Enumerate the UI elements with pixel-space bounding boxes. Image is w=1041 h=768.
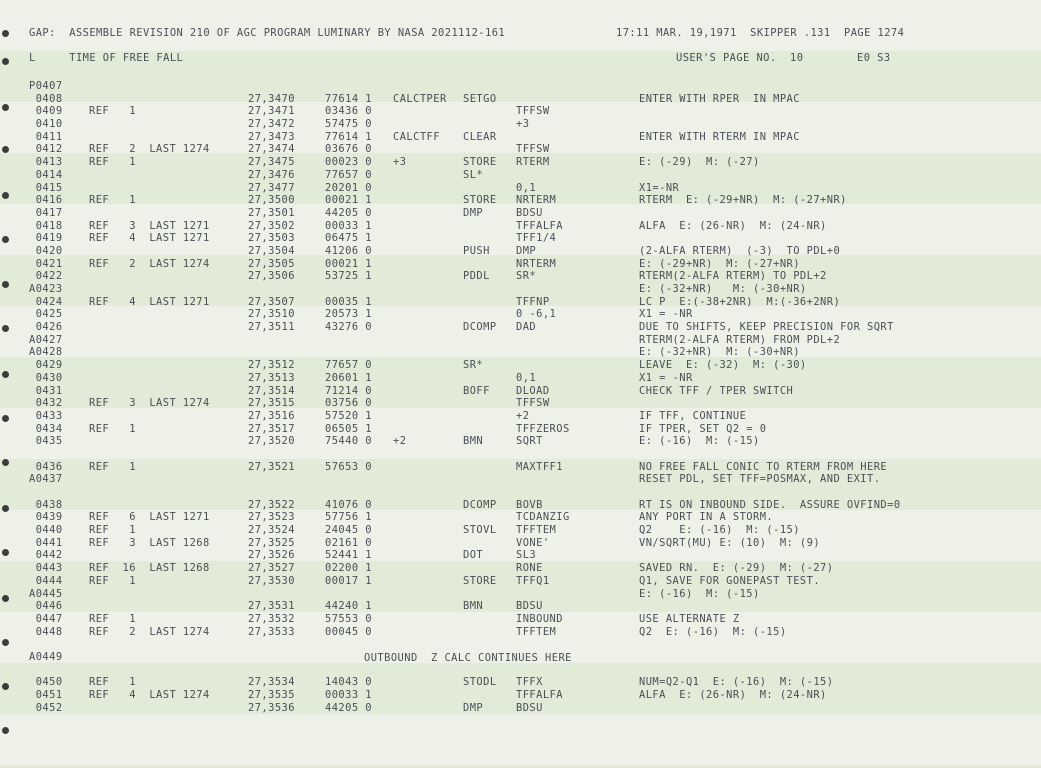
row-op: STORE bbox=[463, 194, 497, 207]
row-operand: RONE bbox=[516, 562, 543, 575]
row-addr: 27,3476 bbox=[248, 168, 295, 181]
row-ref: REF 16 LAST 1268 bbox=[89, 562, 210, 575]
row-comment: SAVED RN. E: (-29) M: (-27) bbox=[639, 562, 834, 575]
row-comment: X1 = -NR bbox=[639, 371, 693, 384]
row-operand: SQRT bbox=[516, 435, 543, 448]
row-comment: IF TPER, SET Q2 = 0 bbox=[639, 422, 767, 435]
row-operand: TFFQ1 bbox=[516, 574, 550, 587]
row-comment: RTERM(2-ALFA RTERM) TO PDL+2 bbox=[639, 270, 827, 283]
row-word: 20201 0 bbox=[325, 181, 372, 194]
row-word: 57653 0 bbox=[325, 460, 372, 473]
row-ref: REF 4 LAST 1271 bbox=[89, 232, 210, 245]
row-line: 0441 bbox=[29, 536, 63, 549]
row-line: 0447 bbox=[29, 612, 63, 625]
row-comment: E: (-32+NR) M: (-30+NR) bbox=[639, 283, 807, 295]
row-op: STOVL bbox=[463, 524, 497, 537]
row-line: 0440 bbox=[29, 524, 63, 537]
row-comment: NUM=Q2-Q1 E: (-16) M: (-15) bbox=[639, 676, 834, 689]
feed-hole-icon bbox=[2, 281, 9, 288]
row-op: DCOMP bbox=[463, 498, 497, 511]
row-comment: X1=-NR bbox=[639, 181, 680, 194]
row-ref: REF 1 bbox=[89, 422, 136, 435]
row-operand: INBOUND bbox=[516, 612, 563, 625]
row-operand: DLOAD bbox=[516, 384, 550, 397]
row-word: 57553 0 bbox=[325, 612, 372, 625]
row-operand: TFF1/4 bbox=[516, 232, 557, 245]
row-operand: TCDANZIG bbox=[516, 511, 570, 524]
row-operand: TFFNP bbox=[516, 295, 550, 308]
row-operand: 0 -6,1 bbox=[516, 308, 557, 321]
row-line: 0446 bbox=[29, 600, 63, 613]
row-word: 44205 0 bbox=[325, 701, 372, 714]
row-addr: 27,3522 bbox=[248, 498, 295, 511]
row-comment: RTERM(2-ALFA RTERM) FROM PDL+2 bbox=[639, 333, 841, 346]
row-line: 0436 bbox=[29, 460, 63, 473]
row-line: 0410 bbox=[29, 118, 63, 131]
row-operand: TFFSW bbox=[516, 397, 550, 410]
row-op: PDDL bbox=[463, 270, 490, 283]
row-word: 57475 0 bbox=[325, 118, 372, 131]
row-ref: REF 1 bbox=[89, 460, 136, 473]
row-op: DMP bbox=[463, 206, 484, 219]
row-ref: REF 1 bbox=[89, 156, 136, 169]
row-operand: RTERM bbox=[516, 156, 550, 169]
row-comment: RESET PDL, SET TFF=POSMAX, AND EXIT. bbox=[639, 473, 881, 486]
row-operand: BDSU bbox=[516, 600, 543, 613]
row-ref: REF 1 bbox=[89, 574, 136, 587]
row-comment: RTERM E: (-29+NR) M: (-27+NR) bbox=[639, 194, 847, 207]
listing-header-date: 17:11 MAR. 19,1971 SKIPPER .131 PAGE 1274 bbox=[616, 27, 905, 39]
row-line: 0411 bbox=[29, 130, 63, 143]
row-addr: 27,3530 bbox=[248, 574, 295, 587]
row-line: 0415 bbox=[29, 181, 63, 194]
feed-hole-icon bbox=[2, 371, 9, 378]
row-comment: ALFA E: (26-NR) M: (24-NR) bbox=[639, 219, 827, 232]
row-comment: E: (-29) M: (-27) bbox=[639, 156, 760, 169]
row-addr: 27,3515 bbox=[248, 397, 295, 410]
row-line: A0445 bbox=[29, 587, 63, 600]
row-line: 0451 bbox=[29, 689, 63, 701]
feed-hole-icon bbox=[2, 30, 9, 37]
row-operand: TFFSW bbox=[516, 105, 550, 118]
row-line: 0434 bbox=[29, 422, 63, 435]
row-label: CALCTFF bbox=[393, 130, 440, 143]
row-addr: 27,3536 bbox=[248, 701, 295, 714]
row-addr: 27,3512 bbox=[248, 359, 295, 372]
row-ref: REF 2 LAST 1274 bbox=[89, 143, 210, 156]
row-operand: MAXTFF1 bbox=[516, 460, 563, 473]
row-line: 0420 bbox=[29, 244, 63, 257]
row-addr: 27,3511 bbox=[248, 321, 295, 334]
row-line: 0431 bbox=[29, 384, 63, 397]
row-op: STORE bbox=[463, 156, 497, 169]
row-operand: 0,1 bbox=[516, 371, 537, 384]
row-line: A0437 bbox=[29, 473, 63, 486]
row-line: 0429 bbox=[29, 359, 63, 372]
row-addr: 27,3520 bbox=[248, 435, 295, 448]
row-ref: REF 3 LAST 1268 bbox=[89, 536, 210, 549]
user-page-number: USER'S PAGE NO. 10 E0 S3 bbox=[676, 52, 891, 64]
row-operand: NRTERM bbox=[516, 194, 557, 207]
row-op: BOFF bbox=[463, 384, 490, 397]
row-op: STODL bbox=[463, 676, 497, 689]
row-comment: ANY PORT IN A STORM. bbox=[639, 511, 774, 524]
row-word: 00033 1 bbox=[325, 219, 372, 232]
row-word: 57756 1 bbox=[325, 511, 372, 524]
row-line: 0452 bbox=[29, 701, 63, 714]
row-addr: 27,3531 bbox=[248, 600, 295, 613]
row-comment: E: (-32+NR) M: (-30+NR) bbox=[639, 346, 800, 359]
row-comment: Q1, SAVE FOR GONEPAST TEST. bbox=[639, 574, 821, 587]
row-addr: 27,3526 bbox=[248, 549, 295, 562]
row-word: 06505 1 bbox=[325, 422, 372, 435]
row-addr: 27,3502 bbox=[248, 219, 295, 232]
row-line: 0419 bbox=[29, 232, 63, 245]
feed-hole-icon bbox=[2, 683, 9, 690]
row-comment: Q2 E: (-16) M: (-15) bbox=[639, 625, 787, 638]
row-line: A0449 bbox=[29, 650, 63, 663]
row-addr: 27,3477 bbox=[248, 181, 295, 194]
row-operand: BDSU bbox=[516, 701, 543, 714]
feed-hole-icon bbox=[2, 325, 9, 332]
listing-header: GAP: ASSEMBLE REVISION 210 OF AGC PROGRAM LUMINARY BY NASA 2021112-161 bbox=[29, 27, 506, 39]
row-addr: 27,3516 bbox=[248, 409, 295, 422]
row-op: DMP bbox=[463, 701, 484, 714]
feed-hole-icon bbox=[2, 58, 9, 65]
row-comment: X1 = -NR bbox=[639, 308, 693, 321]
row-operand: TFFX bbox=[516, 676, 543, 689]
feed-hole-icon bbox=[2, 595, 9, 602]
row-addr: 27,3533 bbox=[248, 625, 295, 638]
row-comment: RT IS ON INBOUND SIDE. ASSURE OVFIND=0 bbox=[639, 498, 901, 511]
row-word: 20601 1 bbox=[325, 371, 372, 384]
row-operand: +3 bbox=[516, 118, 530, 131]
row-word: 44240 1 bbox=[325, 600, 372, 613]
row-line: 0426 bbox=[29, 321, 63, 334]
row-addr: 27,3524 bbox=[248, 524, 295, 537]
row-line: 0430 bbox=[29, 371, 63, 384]
row-operand: +2 bbox=[516, 409, 530, 422]
row-ref: REF 3 LAST 1271 bbox=[89, 219, 210, 232]
row-word: 43276 0 bbox=[325, 321, 372, 334]
row-word: 77657 0 bbox=[325, 168, 372, 181]
row-word: 06475 1 bbox=[325, 232, 372, 245]
row-comment: E: (-16) M: (-15) bbox=[639, 435, 760, 448]
row-word: 00021 1 bbox=[325, 194, 372, 207]
row-word: 53725 1 bbox=[325, 270, 372, 283]
row-line: 0435 bbox=[29, 435, 63, 448]
row-word: 57520 1 bbox=[325, 409, 372, 422]
row-comment: DUE TO SHIFTS, KEEP PRECISION FOR SQRT bbox=[639, 321, 894, 334]
row-word: 52441 1 bbox=[325, 549, 372, 562]
row-line: 0417 bbox=[29, 206, 63, 219]
row-operand: TFFALFA bbox=[516, 689, 563, 701]
row-line: 0448 bbox=[29, 625, 63, 638]
row-operand: NRTERM bbox=[516, 257, 557, 270]
feed-hole-icon bbox=[2, 236, 9, 243]
row-operand: BOVB bbox=[516, 498, 543, 511]
row-comment: ALFA E: (26-NR) M: (24-NR) bbox=[639, 689, 827, 701]
row-ref: REF 3 LAST 1274 bbox=[89, 397, 210, 410]
row-ref: REF 1 bbox=[89, 524, 136, 537]
row-line: 0443 bbox=[29, 562, 63, 575]
feed-hole-icon bbox=[2, 459, 9, 466]
row-operand: SR* bbox=[516, 270, 537, 283]
row-word: 14043 0 bbox=[325, 676, 372, 689]
row-ref: REF 4 LAST 1274 bbox=[89, 689, 210, 701]
row-addr: 27,3513 bbox=[248, 371, 295, 384]
row-addr: 27,3521 bbox=[248, 460, 295, 473]
row-line: 0412 bbox=[29, 143, 63, 156]
row-word: 00023 0 bbox=[325, 156, 372, 169]
row-addr: 27,3532 bbox=[248, 612, 295, 625]
row-comment: LC P E:(-38+2NR) M:(-36+2NR) bbox=[639, 295, 841, 308]
row-word: 75440 0 bbox=[325, 435, 372, 448]
row-addr: 27,3517 bbox=[248, 422, 295, 435]
row-addr: 27,3475 bbox=[248, 156, 295, 169]
row-word: 41076 0 bbox=[325, 498, 372, 511]
row-addr: 27,3500 bbox=[248, 194, 295, 207]
row-word: 03436 0 bbox=[325, 105, 372, 118]
row-line: 0432 bbox=[29, 397, 63, 410]
row-line: 0413 bbox=[29, 156, 63, 169]
row-word: 03676 0 bbox=[325, 143, 372, 156]
row-word: 24045 0 bbox=[325, 524, 372, 537]
row-word: 03756 0 bbox=[325, 397, 372, 410]
row-addr: 27,3504 bbox=[248, 244, 295, 257]
row-addr: 27,3505 bbox=[248, 257, 295, 270]
row-operand: TFFALFA bbox=[516, 219, 563, 232]
row-comment: USE ALTERNATE Z bbox=[639, 612, 740, 625]
row-ref: REF 2 LAST 1274 bbox=[89, 625, 210, 638]
row-word: 41206 0 bbox=[325, 244, 372, 257]
row-line: A0427 bbox=[29, 333, 63, 346]
row-line: 0450 bbox=[29, 676, 63, 689]
row-addr: 27,3525 bbox=[248, 536, 295, 549]
row-operand: TFFTEM bbox=[516, 524, 557, 537]
feed-hole-icon bbox=[2, 727, 9, 734]
row-line: 0433 bbox=[29, 409, 63, 422]
row-word: 00045 0 bbox=[325, 625, 372, 638]
row-comment: (2-ALFA RTERM) (-3) TO PDL+0 bbox=[639, 244, 841, 257]
row-addr: 27,3501 bbox=[248, 206, 295, 219]
row-operand: DAD bbox=[516, 321, 537, 334]
row-op: SR* bbox=[463, 359, 484, 372]
row-op: BMN bbox=[463, 600, 484, 613]
section-comment: OUTBOUND Z CALC CONTINUES HERE bbox=[364, 651, 572, 664]
row-line: 0425 bbox=[29, 308, 63, 321]
row-addr: 27,3503 bbox=[248, 232, 295, 245]
row-word: 77657 0 bbox=[325, 359, 372, 372]
row-line: 0418 bbox=[29, 219, 63, 232]
feed-hole-icon bbox=[2, 192, 9, 199]
feed-hole-icon bbox=[2, 639, 9, 646]
row-line: 0439 bbox=[29, 511, 63, 524]
row-word: 02200 1 bbox=[325, 562, 372, 575]
row-label: CALCTPER bbox=[393, 92, 447, 105]
row-operand: TFFTEM bbox=[516, 625, 557, 638]
row-op: DOT bbox=[463, 549, 484, 562]
row-line: 0442 bbox=[29, 549, 63, 562]
row-comment: LEAVE E: (-32) M: (-30) bbox=[639, 359, 807, 372]
feed-hole-icon bbox=[2, 104, 9, 111]
section-title: L TIME OF FREE FALL bbox=[29, 52, 184, 64]
row-addr: 27,3527 bbox=[248, 562, 295, 575]
row-word: 00021 1 bbox=[325, 257, 372, 270]
row-op: SETGO bbox=[463, 92, 497, 105]
row-addr: 27,3535 bbox=[248, 689, 295, 701]
row-operand: TFFZEROS bbox=[516, 422, 570, 435]
row-operand: SL3 bbox=[516, 549, 537, 562]
row-word: 77614 1 bbox=[325, 130, 372, 143]
row-addr: 27,3523 bbox=[248, 511, 295, 524]
row-comment: Q2 E: (-16) M: (-15) bbox=[639, 524, 800, 537]
row-word: 20573 1 bbox=[325, 308, 372, 321]
row-op: PUSH bbox=[463, 244, 490, 257]
row-comment: E: (-29+NR) M: (-27+NR) bbox=[639, 257, 800, 270]
row-addr: 27,3470 bbox=[248, 92, 295, 105]
row-line: 0416 bbox=[29, 194, 63, 207]
row-word: 44205 0 bbox=[325, 206, 372, 219]
feed-hole-icon bbox=[2, 415, 9, 422]
feed-hole-icon bbox=[2, 549, 9, 556]
row-addr: 27,3507 bbox=[248, 295, 295, 308]
row-line: 0421 bbox=[29, 257, 63, 270]
row-word: 02161 0 bbox=[325, 536, 372, 549]
row-addr: 27,3474 bbox=[248, 143, 295, 156]
row-line: 0438 bbox=[29, 498, 63, 511]
row-addr: 27,3514 bbox=[248, 384, 295, 397]
row-ref: REF 6 LAST 1271 bbox=[89, 511, 210, 524]
row-ref: REF 2 LAST 1274 bbox=[89, 257, 210, 270]
row-word: 00017 1 bbox=[325, 574, 372, 587]
row-word: 00033 1 bbox=[325, 689, 372, 701]
row-op: SL* bbox=[463, 168, 484, 181]
row-comment: VN/SQRT(MU) E: (10) M: (9) bbox=[639, 536, 821, 549]
row-line: 0408 bbox=[29, 92, 63, 105]
row-op: BMN bbox=[463, 435, 484, 448]
row-addr: 27,3506 bbox=[248, 270, 295, 283]
row-label: +3 bbox=[393, 156, 407, 169]
row-op: STORE bbox=[463, 574, 497, 587]
row-ref: REF 1 bbox=[89, 105, 136, 118]
row-line: P0407 bbox=[29, 80, 63, 92]
row-operand: BDSU bbox=[516, 206, 543, 219]
row-line: 0444 bbox=[29, 574, 63, 587]
row-comment: NO FREE FALL CONIC TO RTERM FROM HERE bbox=[639, 460, 888, 473]
row-operand: TFFSW bbox=[516, 143, 550, 156]
row-line: A0423 bbox=[29, 283, 63, 295]
row-addr: 27,3534 bbox=[248, 676, 295, 689]
row-word: 00035 1 bbox=[325, 295, 372, 308]
feed-hole-icon bbox=[2, 146, 9, 153]
row-line: 0424 bbox=[29, 295, 63, 308]
row-op: CLEAR bbox=[463, 130, 497, 143]
row-comment: ENTER WITH RPER IN MPAC bbox=[639, 92, 800, 105]
row-label: +2 bbox=[393, 435, 407, 448]
row-operand: VONE' bbox=[516, 536, 550, 549]
row-addr: 27,3472 bbox=[248, 118, 295, 131]
row-comment: E: (-16) M: (-15) bbox=[639, 587, 760, 600]
row-addr: 27,3471 bbox=[248, 105, 295, 118]
row-line: 0422 bbox=[29, 270, 63, 283]
row-word: 71214 0 bbox=[325, 384, 372, 397]
row-addr: 27,3473 bbox=[248, 130, 295, 143]
row-comment: IF TFF, CONTINUE bbox=[639, 409, 747, 422]
row-comment: ENTER WITH RTERM IN MPAC bbox=[639, 130, 800, 143]
row-word: 77614 1 bbox=[325, 92, 372, 105]
row-line: A0428 bbox=[29, 346, 63, 359]
row-operand: 0,1 bbox=[516, 181, 537, 194]
row-ref: REF 1 bbox=[89, 612, 136, 625]
row-line: 0409 bbox=[29, 105, 63, 118]
feed-hole-icon bbox=[2, 505, 9, 512]
row-ref: REF 4 LAST 1271 bbox=[89, 295, 210, 308]
row-addr: 27,3510 bbox=[248, 308, 295, 321]
row-comment: CHECK TFF / TPER SWITCH bbox=[639, 384, 794, 397]
row-op: DCOMP bbox=[463, 321, 497, 334]
tractor-feed-holes bbox=[0, 0, 14, 768]
row-operand: DMP bbox=[516, 244, 537, 257]
row-ref: REF 1 bbox=[89, 676, 136, 689]
row-line: 0414 bbox=[29, 168, 63, 181]
row-ref: REF 1 bbox=[89, 194, 136, 207]
